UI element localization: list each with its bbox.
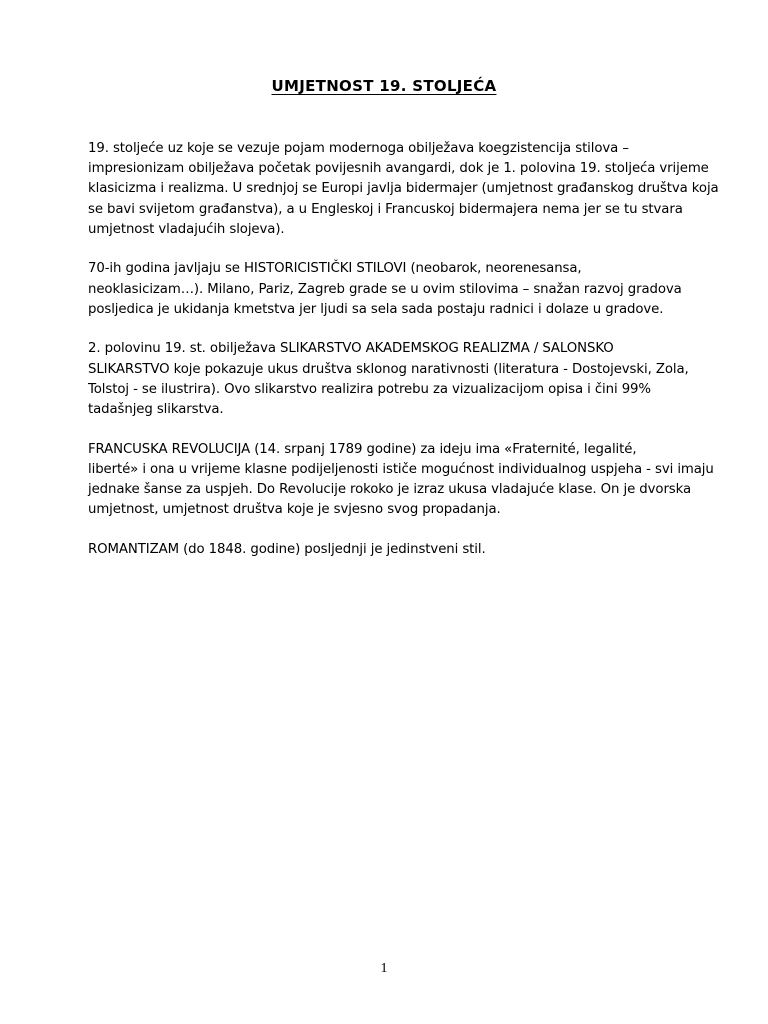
paragraph-line: neoklasicizam…). Milano, Pariz, Zagreb grade se u ovim stilovima – snažan razvoj gradova: [88, 281, 682, 297]
paragraph-line: 70-ih godina javljaju se HISTORICISTIČKI STILOVI (neobarok, neorenesansa,: [88, 261, 582, 277]
paragraph-line: 19. stoljeće uz koje se vezuje pojam modernoga obilježava koegzistencija stilova –: [88, 141, 629, 156]
paragraph-line: 2. polovinu 19. st. obilježava SLIKARSTVO AKADEMSKOG REALIZMA / SALONSKO: [88, 341, 614, 357]
paragraph-line: Tolstoj - se ilustrira). Ovo slikarstvo realizira potrebu za vizualizacijom opisa i čini 99%: [88, 381, 651, 397]
document-body: [69, 139, 719, 579]
paragraph-line: ROMANTIZAM (do 1848. godine) posljednji je jedinstveni stil.: [88, 541, 486, 557]
paragraph-academic-realism: [69, 339, 703, 420]
paragraph-line: umjetnost vladajućih slojeva).: [88, 221, 285, 237]
paragraph-line: jednake šanse za uspjeh. Do Revolucije rokoko je izraz ukusa vladajuće klase. On je dvorska: [88, 482, 692, 498]
paragraph-line: posljedica je ukidanja kmetstva jer ljudi sa sela sada postaju radnici i dolaze u gradove.: [88, 301, 664, 317]
paragraph-line: FRANCUSKA REVOLUCIJA (14. srpanj 1789 godine) za ideju ima «Fraternité, legalité,: [88, 441, 637, 457]
paragraph-romanticism: [69, 540, 703, 560]
paragraph-line: klasicizma i realizma. U srednjoj se Europi javlja bidermajer (umjetnost građanskog društva koja: [88, 181, 719, 197]
paragraph-line: SLIKARSTVO koje pokazuje ukus društva sklonog narativnosti (literatura - Dostojevski, Zola,: [88, 361, 689, 377]
page-number: 1: [380, 961, 388, 976]
paragraph-line: tadašnjeg slikarstva.: [88, 402, 224, 418]
paragraph-historicist-styles: [69, 259, 703, 320]
paragraph-line: liberté» i ona u vrijeme klasne podijeljenosti ističe mogućnost individualnog uspjeha - svi imaju: [88, 461, 714, 477]
paragraph-line: umjetnost, umjetnost društva koje je svjesno svog propadanja.: [88, 502, 501, 518]
paragraph-french-revolution: [69, 440, 714, 521]
paragraph-line: impresionizam obilježava početak povijesnih avangardi, dok je 1. polovina 19. stoljeća vrijeme: [88, 161, 709, 177]
paragraph-line: se bavi svijetom građanstva), a u Engleskoj i Francuskoj bidermajera nema jer se tu stvara: [88, 201, 683, 217]
document-title: UMJETNOST 19. STOLJEĆA: [271, 77, 497, 95]
paragraph-19th-century: [69, 139, 719, 240]
